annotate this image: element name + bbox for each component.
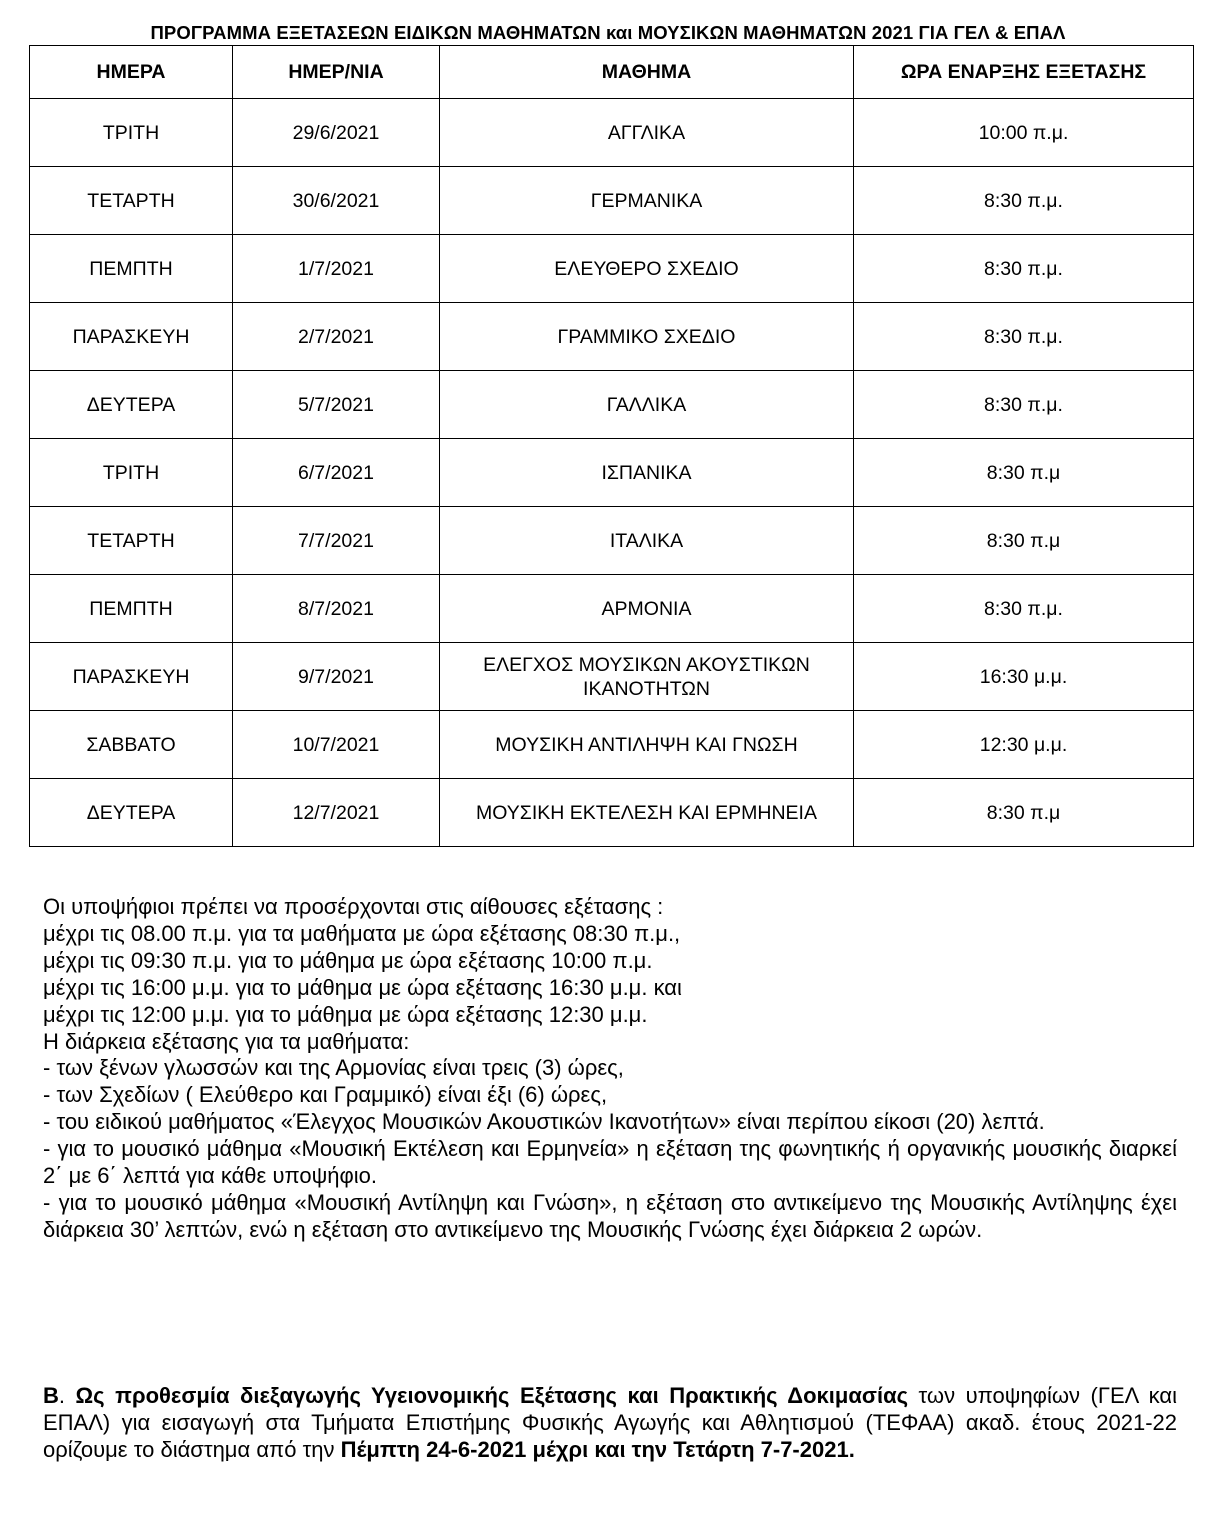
duration-item: - των Σχεδίων ( Ελεύθερο και Γραμμικό) είναι έξι (6) ώρες, bbox=[43, 1082, 608, 1108]
cell-day: ΤΕΤΑΡΤΗ bbox=[30, 507, 233, 575]
cell-time: 16:30 μ.μ. bbox=[854, 643, 1194, 711]
cell-day: ΠΕΜΠΤΗ bbox=[30, 575, 233, 643]
table-row bbox=[30, 507, 1194, 575]
cell-time: 8:30 π.μ. bbox=[854, 575, 1194, 643]
duration-item: - για το μουσικό μάθημα «Μουσική Εκτέλεση και Ερμηνεία» η εξέταση της φωνητικής ή οργανικής μουσικής διαρκεί 2΄ με 6΄ λεπτά για κάθε υποψήφιο. bbox=[43, 1136, 1177, 1189]
header-date: ΗΜΕΡ/ΝΙΑ bbox=[233, 46, 440, 99]
cell-subject: ΕΛΕΥΘΕΡΟ ΣΧΕΔΙΟ bbox=[440, 235, 854, 303]
duration-item: - των ξένων γλωσσών και της Αρμονίας είναι τρεις (3) ώρες, bbox=[43, 1055, 624, 1081]
cell-date: 8/7/2021 bbox=[233, 575, 440, 643]
table-row bbox=[30, 235, 1194, 303]
cell-date: 29/6/2021 bbox=[233, 99, 440, 167]
cell-subject: ΜΟΥΣΙΚΗ ΕΚΤΕΛΕΣΗ ΚΑΙ ΕΡΜΗΝΕΙΑ bbox=[440, 779, 854, 847]
cell-day: ΤΕΤΑΡΤΗ bbox=[30, 167, 233, 235]
header-subject: ΜΑΘΗΜΑ bbox=[440, 46, 854, 99]
cell-subject: ΙΣΠΑΝΙΚΑ bbox=[440, 439, 854, 507]
cell-day: ΤΡΙΤΗ bbox=[30, 439, 233, 507]
cell-time: 8:30 π.μ. bbox=[854, 167, 1194, 235]
table-row bbox=[30, 303, 1194, 371]
table-row bbox=[30, 167, 1194, 235]
arrival-line: μέχρι τις 09:30 π.μ. για το μάθημα με ώρα εξέτασης 10:00 π.μ. bbox=[43, 947, 653, 973]
arrival-line: μέχρι τις 08.00 π.μ. για τα μαθήματα με ώρα εξέτασης 08:30 π.μ., bbox=[43, 920, 681, 946]
table-row bbox=[30, 439, 1194, 507]
notes-intro: Οι υποψήφιοι πρέπει να προσέρχονται στις αίθουσες εξέτασης : bbox=[43, 894, 664, 919]
table-row bbox=[30, 779, 1194, 847]
cell-subject: ΕΛΕΓΧΟΣ ΜΟΥΣΙΚΩΝ ΑΚΟΥΣΤΙΚΩΝ ΙΚΑΝΟΤΗΤΩΝ bbox=[440, 643, 854, 711]
section-b-paragraph bbox=[43, 1383, 1177, 1464]
table-row bbox=[30, 711, 1194, 779]
duration-item: - του ειδικού μαθήματος «Έλεγχος Μουσικών Ακουστικών Ικανοτήτων» είναι περίπου είκοσι (20) λεπτά. bbox=[43, 1109, 1045, 1135]
arrival-line: μέχρι τις 12:00 μ.μ. για το μάθημα με ώρα εξέτασης 12:30 μ.μ. bbox=[43, 1001, 648, 1027]
duration-intro: Η διάρκεια εξέτασης για τα μαθήματα: bbox=[43, 1028, 410, 1054]
cell-subject: ΑΡΜΟΝΙΑ bbox=[440, 575, 854, 643]
cell-day: ΠΕΜΠΤΗ bbox=[30, 235, 233, 303]
table-header-row bbox=[30, 46, 1194, 99]
cell-day: ΤΡΙΤΗ bbox=[30, 99, 233, 167]
cell-time: 12:30 μ.μ. bbox=[854, 711, 1194, 779]
cell-time: 8:30 π.μ bbox=[854, 439, 1194, 507]
cell-time: 10:00 π.μ. bbox=[854, 99, 1194, 167]
cell-day: ΔΕΥΤΕΡΑ bbox=[30, 371, 233, 439]
cell-time: 8:30 π.μ. bbox=[854, 235, 1194, 303]
cell-time: 8:30 π.μ. bbox=[854, 371, 1194, 439]
section-b-dates: Πέμπτη 24-6-2021 μέχρι και την Τετάρτη 7-7-2021. bbox=[340, 1436, 855, 1462]
cell-subject: ΑΓΓΛΙΚΑ bbox=[440, 99, 854, 167]
table-row bbox=[30, 371, 1194, 439]
duration-item: - για το μουσικό μάθημα «Μουσική Αντίληψη και Γνώση», η εξέταση στο αντικείμενο της Μουσικής Αντίληψης έχει διάρκεια 30’ λεπτών, ενώ η εξέταση στο αντικείμενο της Μουσικής Γνώσης έχει διάρκεια 2 ωρών. bbox=[43, 1189, 1177, 1242]
cell-date: 1/7/2021 bbox=[233, 235, 440, 303]
cell-subject: ΓΡΑΜΜΙΚΟ ΣΧΕΔΙΟ bbox=[440, 303, 854, 371]
section-b-marker: Β bbox=[43, 1383, 59, 1408]
cell-subject: ΓΕΡΜΑΝΙΚΑ bbox=[440, 167, 854, 235]
cell-date: 30/6/2021 bbox=[233, 167, 440, 235]
cell-date: 7/7/2021 bbox=[233, 507, 440, 575]
exam-schedule-table bbox=[29, 45, 1194, 847]
section-b-text: των υποψηφίων (ΓΕΛ και ΕΠΑΛ) για εισαγωγή στα Τμήματα Επιστήμης Φυσικής Αγωγής και Αθλητισμού (ΤΕΦΑΑ) ακαδ. έτους 2021-22 ορίζουμε το διάστημα από την bbox=[43, 1383, 1177, 1462]
document-title: ΠΡΟΓΡΑΜΜΑ ΕΞΕΤΑΣΕΩΝ ΕΙΔΙΚΩΝ ΜΑΘΗΜΑΤΩΝ και ΜΟΥΣΙΚΩΝ ΜΑΘΗΜΑΤΩΝ 2021 ΓΙΑ ΓΕΛ & ΕΠΑΛ bbox=[150, 22, 1066, 43]
exam-notes bbox=[43, 894, 1177, 1244]
cell-subject: ΓΑΛΛΙΚΑ bbox=[440, 371, 854, 439]
section-b-bold-lead: Ως προθεσμία διεξαγωγής Υγειονομικής Εξέτασης και Πρακτικής Δοκιμασίας bbox=[75, 1383, 909, 1408]
cell-subject: ΜΟΥΣΙΚΗ ΑΝΤΙΛΗΨΗ ΚΑΙ ΓΝΩΣΗ bbox=[440, 711, 854, 779]
cell-subject: ΙΤΑΛΙΚΑ bbox=[440, 507, 854, 575]
cell-date: 6/7/2021 bbox=[233, 439, 440, 507]
cell-day: ΔΕΥΤΕΡΑ bbox=[30, 779, 233, 847]
cell-date: 5/7/2021 bbox=[233, 371, 440, 439]
table-row bbox=[30, 643, 1194, 711]
cell-time: 8:30 π.μ bbox=[854, 779, 1194, 847]
cell-day: ΠΑΡΑΣΚΕΥΗ bbox=[30, 643, 233, 711]
table-row bbox=[30, 575, 1194, 643]
cell-day: ΣΑΒΒΑΤΟ bbox=[30, 711, 233, 779]
cell-date: 10/7/2021 bbox=[233, 711, 440, 779]
section-b-dot: . bbox=[58, 1383, 76, 1408]
cell-date: 9/7/2021 bbox=[233, 643, 440, 711]
header-start-time: ΩΡΑ ΕΝΑΡΞΗΣ ΕΞΕΤΑΣΗΣ bbox=[854, 46, 1194, 99]
table-body bbox=[30, 99, 1194, 847]
cell-date: 2/7/2021 bbox=[233, 303, 440, 371]
cell-time: 8:30 π.μ. bbox=[854, 303, 1194, 371]
cell-date: 12/7/2021 bbox=[233, 779, 440, 847]
cell-time: 8:30 π.μ bbox=[854, 507, 1194, 575]
header-day: ΗΜΕΡΑ bbox=[30, 46, 233, 99]
arrival-line: μέχρι τις 16:00 μ.μ. για το μάθημα με ώρα εξέτασης 16:30 μ.μ. και bbox=[43, 974, 682, 1000]
cell-day: ΠΑΡΑΣΚΕΥΗ bbox=[30, 303, 233, 371]
table-row bbox=[30, 99, 1194, 167]
